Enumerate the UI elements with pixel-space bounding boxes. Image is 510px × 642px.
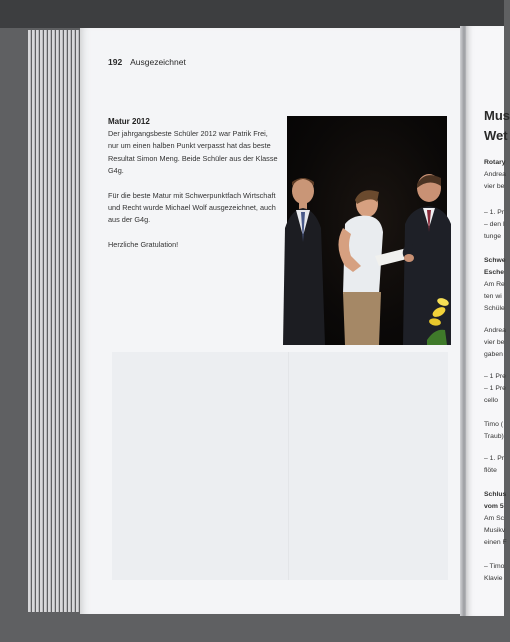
right-page-line: tunge — [484, 233, 502, 240]
article-title: Matur 2012 — [108, 117, 150, 126]
article-paragraph-2: Für die beste Matur mit Schwerpunktfach Wirtschaft und Recht wurde Michael Wolf ausgezeichnet, auch aus der G4g. — [108, 190, 276, 225]
page-header — [108, 57, 186, 67]
right-page-line: gaben — [484, 351, 503, 358]
right-page-line: Andrea — [484, 327, 506, 334]
award-ceremony-illustration — [287, 116, 447, 345]
right-page-line: Klavie — [484, 575, 503, 582]
section-title: Ausgezeichnet — [130, 57, 186, 67]
right-page-line: Esche — [484, 269, 505, 276]
right-page-line: einen F — [484, 539, 507, 546]
right-page-line: flöte — [484, 467, 497, 474]
right-page-line: Andrea — [484, 171, 506, 178]
article-matur-2012 — [108, 116, 278, 263]
award-ceremony-photo — [287, 116, 447, 345]
right-page-line: Musikv — [484, 527, 506, 534]
right-page-line: Am Sc — [484, 515, 505, 522]
right-page-text — [466, 0, 510, 642]
right-page-line: cello — [484, 397, 498, 404]
article-paragraph-1: Der jahrgangsbeste Schüler 2012 war Patrik Frei, nur um einen halben Punkt verpasst hat das beste Resultat Simon Meng. Beide Schüler aus der Klasse G4g. — [108, 129, 278, 176]
right-page-line: Schwe — [484, 257, 506, 264]
right-page-line: – 1 Pre — [484, 373, 506, 380]
blank-photo-placeholder — [112, 352, 448, 580]
right-page-line: ten wi — [484, 293, 502, 300]
right-page-line: Schüle — [484, 305, 505, 312]
right-page-line: – den I — [484, 221, 505, 228]
scan-top-border — [0, 0, 504, 28]
right-page-line: – 1 Pre — [484, 385, 506, 392]
right-page-line: Wet — [484, 128, 508, 143]
right-page-line: – 1. Pr — [484, 455, 505, 462]
page-number: 192 — [108, 57, 123, 67]
right-page-line: vier be — [484, 183, 505, 190]
right-page-line: Schlus — [484, 491, 507, 498]
right-page-line: – 1. Pr — [484, 209, 505, 216]
right-page-line: Am Re — [484, 281, 505, 288]
right-page-line: vom 5 — [484, 503, 504, 510]
right-page-line: Traub) — [484, 433, 504, 440]
right-page-line: vier be — [484, 339, 505, 346]
right-page-line: – Timo — [484, 563, 505, 570]
article-closing: Herzliche Gratulation! — [108, 239, 179, 249]
right-page-line: Mus — [484, 108, 510, 123]
page-stack-edges — [28, 30, 88, 612]
right-page-line: Timo ( — [484, 421, 504, 428]
right-page-line: Rotary — [484, 159, 506, 166]
